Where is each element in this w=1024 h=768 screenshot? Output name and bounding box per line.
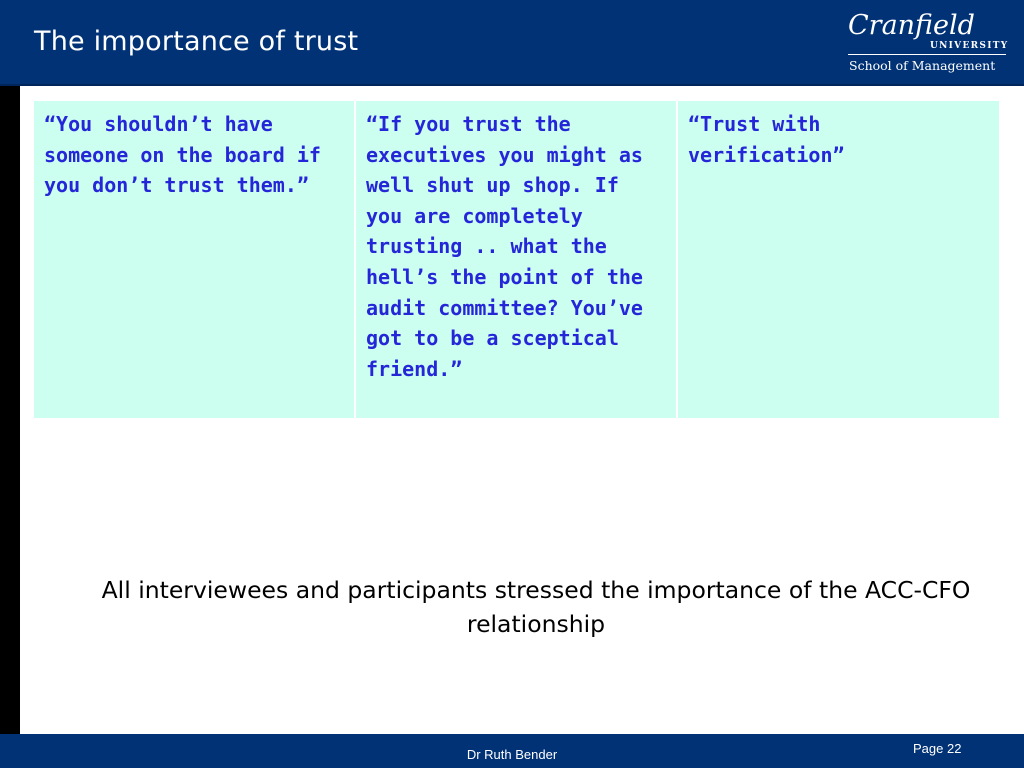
quote-cell: “Trust with verification” <box>678 101 999 418</box>
slide-header <box>0 0 1024 86</box>
slide-footer <box>0 734 1024 768</box>
quote-cell: “If you trust the executives you might as well shut up shop. If you are completely trusting .. what the hell’s the point of the audit committee? You’ve got to be a sceptical friend.” <box>356 101 676 418</box>
left-accent-bar <box>0 86 20 734</box>
slide-title: The importance of trust <box>34 26 359 57</box>
logo-divider <box>848 54 1006 55</box>
page-number: Page 22 <box>913 741 962 756</box>
header-divider <box>0 84 1024 86</box>
logo-university: UNIVERSITY <box>930 41 1009 51</box>
quote-cell: “You shouldn’t have someone on the board if you don’t trust them.” <box>34 101 354 418</box>
summary-text: All interviewees and participants stressed the importance of the ACC-CFO relationship <box>101 576 971 638</box>
logo-school: School of Management <box>849 58 996 73</box>
quote-table <box>34 101 999 418</box>
footer-author: Dr Ruth Bender <box>466 747 558 762</box>
cranfield-logo <box>836 10 1012 78</box>
logo-name: Cranfield <box>848 10 975 41</box>
